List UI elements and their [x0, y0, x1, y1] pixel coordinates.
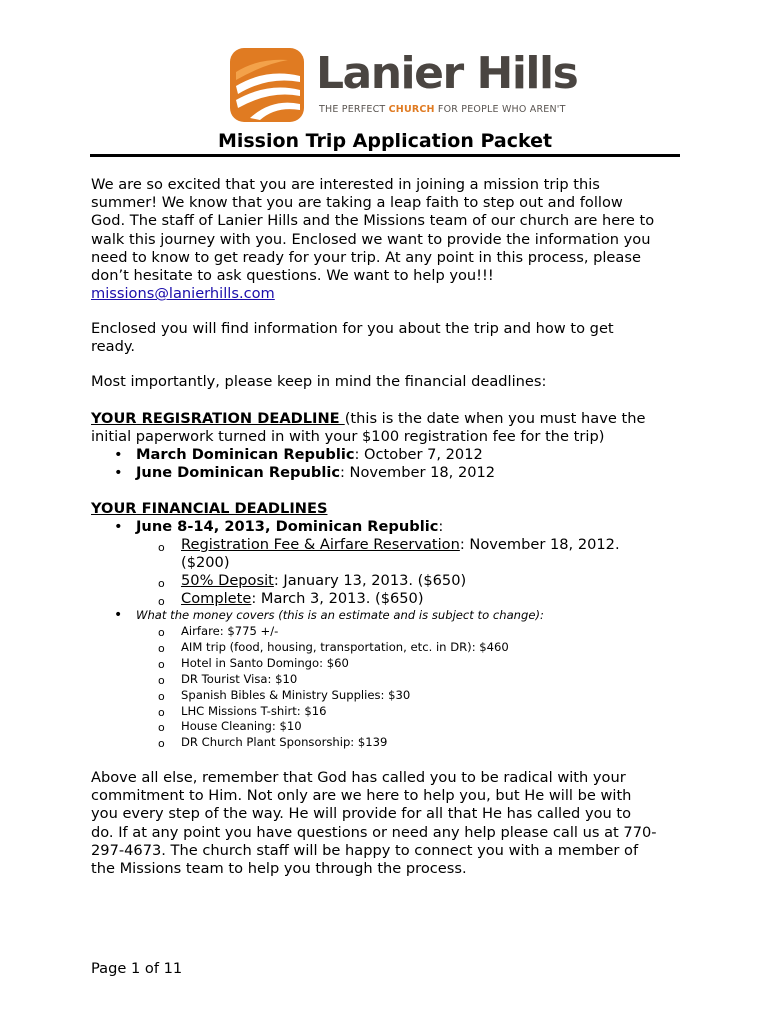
- tagline-highlight: CHURCH: [388, 104, 435, 115]
- registration-heading: YOUR REGISRATION DEADLINE: [91, 410, 345, 427]
- cost-item: Hotel in Santo Domingo: $60: [181, 655, 349, 670]
- enclosed-line: Enclosed you will find information for you about the trip and how to get: [91, 320, 614, 337]
- closing-line: you every step of the way. He will provide for all that He has called you to: [91, 805, 632, 823]
- sub-bullet-icon: o: [158, 626, 165, 639]
- cost-item: Spanish Bibles & Ministry Supplies: $30: [181, 687, 411, 702]
- intro-line: walk this journey with you. Enclosed we want to provide the information you: [91, 230, 651, 248]
- closing-line: 297-4673. The church staff will be happy to connect you with a member of: [91, 841, 639, 859]
- cost-item: Airfare: $775 +/-: [181, 624, 279, 638]
- trip-label: June 8-14, 2013, Dominican Republic: [136, 518, 439, 535]
- intro-line: We are so excited that you are interested in joining a mission trip this: [91, 176, 600, 193]
- bullet-icon: •: [114, 607, 123, 623]
- deadline-label: Registration Fee & Airfare Reservation: [181, 536, 460, 553]
- deadline-label: Complete: [181, 590, 252, 607]
- bullet-icon: •: [114, 464, 123, 481]
- page-title: Mission Trip Application Packet: [217, 130, 553, 152]
- deadline-value: : November 18, 2012.: [459, 536, 620, 553]
- closing-paragraph: [91, 769, 657, 878]
- bullet-icon: •: [114, 518, 123, 535]
- intro-paragraph: [91, 176, 654, 303]
- sub-bullet-icon: o: [158, 541, 165, 554]
- sub-bullet-icon: o: [158, 689, 165, 703]
- financial-heading: [91, 500, 327, 518]
- cost-item: LHC Missions T-shirt: $16: [181, 703, 327, 718]
- registration-item-value: : October 7, 2012: [354, 446, 483, 463]
- cost-item: DR Tourist Visa: $10: [181, 671, 298, 686]
- sub-bullet-icon: o: [158, 721, 165, 735]
- page-number: Page 1 of 11: [91, 960, 183, 977]
- intro-line: summer! We know that you are taking a leap faith to step out and follow: [91, 194, 623, 212]
- financial-heading-text: YOUR FINANCIAL DEADLINES: [91, 500, 328, 517]
- trip-colon: :: [438, 518, 444, 535]
- closing-line: do. If at any point you have questions or need any help please call us at 770-: [91, 823, 657, 841]
- registration-line2: initial paperwork turned in with your $100 registration fee for the trip): [91, 428, 605, 446]
- intro-line: God. The staff of Lanier Hills and the Missions team of our church are here to: [91, 212, 655, 230]
- covers-label: What the money covers (this is an estimate and is subject to change):: [136, 608, 544, 622]
- sub-bullet-icon: o: [158, 641, 165, 655]
- sub-bullet-icon: o: [158, 737, 165, 751]
- sub-bullet-icon: o: [158, 577, 165, 590]
- sub-bullet-icon: o: [158, 705, 165, 719]
- cost-item: House Cleaning: $10: [181, 719, 302, 734]
- sub-bullet-icon: o: [158, 595, 165, 608]
- important-note: Most importantly, please keep in mind the financial deadlines:: [91, 373, 547, 390]
- enclosed-line: ready.: [91, 338, 136, 356]
- bullet-icon: •: [114, 446, 123, 463]
- registration-item-label: March Dominican Republic: [136, 446, 355, 463]
- email-link[interactable]: missions@lanierhills.com: [91, 285, 275, 303]
- cost-item: DR Church Plant Sponsorship: $139: [181, 735, 388, 750]
- tagline-post: FOR PEOPLE WHO AREN'T: [434, 104, 566, 115]
- closing-line: Above all else, remember that God has called you to be radical with your: [91, 769, 626, 786]
- sub-bullet-icon: o: [158, 673, 165, 687]
- logo-mark-icon: [228, 46, 306, 124]
- closing-line: the Missions team to help you through the process.: [91, 860, 467, 878]
- enclosed-paragraph: [91, 320, 614, 356]
- deadline-label: 50% Deposit: [181, 572, 274, 589]
- deadline-value: : January 13, 2013. ($650): [273, 572, 467, 589]
- registration-heading-rest: (this is the date when you must have the: [344, 410, 646, 427]
- registration-item-label: June Dominican Republic: [136, 464, 340, 481]
- intro-line: don’t hesitate to ask questions. We want to help you!!!: [91, 267, 494, 285]
- closing-line: commitment to Him. Not only are we here to help you, but He will be with: [91, 787, 632, 805]
- cost-item: AIM trip (food, housing, transportation, etc. in DR): $460: [181, 639, 509, 654]
- logo-tagline: [319, 104, 566, 115]
- registration-item-value: : November 18, 2012: [339, 464, 496, 481]
- sub-bullet-icon: o: [158, 657, 165, 671]
- deadline-value: : March 3, 2013. ($650): [251, 590, 424, 607]
- title-rule: [90, 154, 680, 157]
- registration-section: [91, 410, 645, 446]
- church-logo: [228, 46, 578, 124]
- intro-line: need to know to get ready for your trip. At any point in this process, please: [91, 248, 641, 266]
- logo-name: Lanier Hills: [316, 48, 578, 99]
- tagline-pre: THE PERFECT: [319, 104, 389, 115]
- deadline-continuation: ($200): [181, 554, 230, 571]
